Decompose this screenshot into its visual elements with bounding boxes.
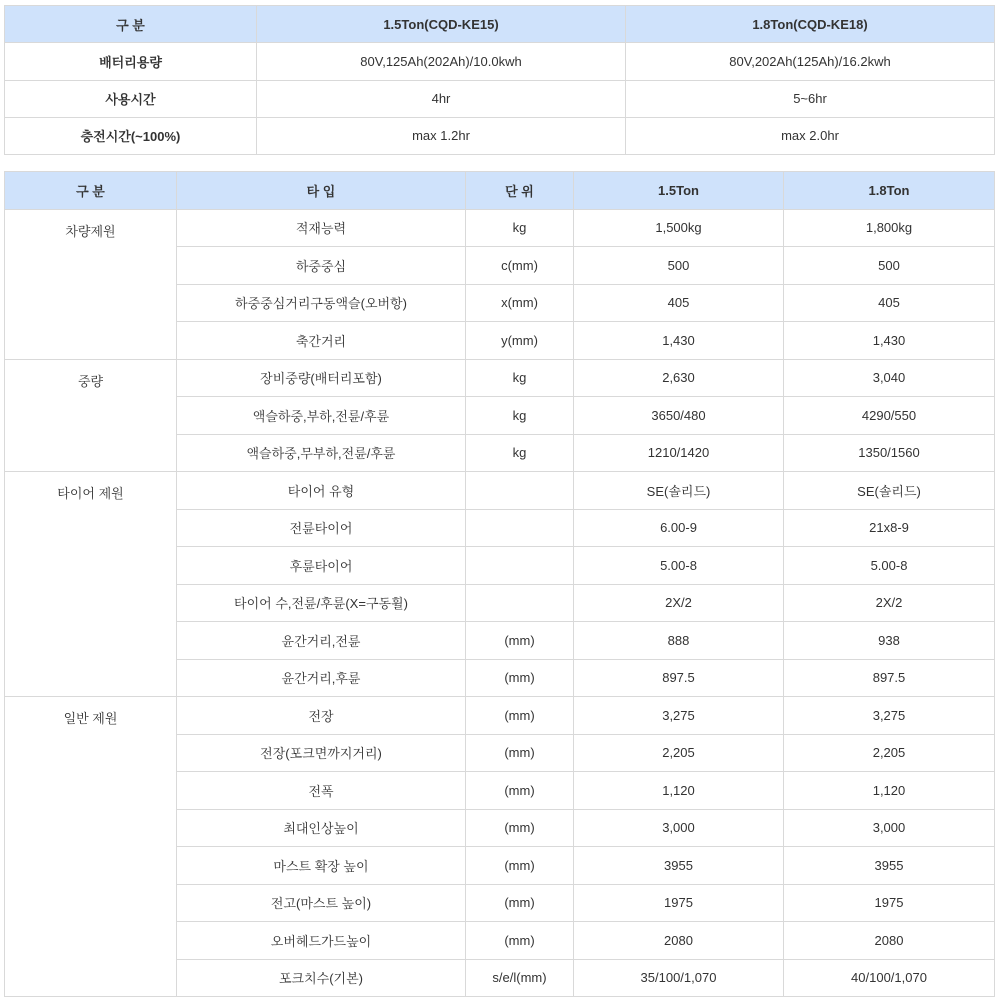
value-15ton: 888 [574, 622, 784, 660]
value-18ton: max 2.0hr [626, 117, 995, 154]
value-15ton: 2X/2 [574, 584, 784, 622]
header-model-15: 1.5Ton(CQD-KE15) [257, 6, 626, 43]
value-15ton: max 1.2hr [257, 117, 626, 154]
value-18ton: 897.5 [784, 659, 995, 697]
value-15ton: 3,000 [574, 809, 784, 847]
value-15ton: 1210/1420 [574, 434, 784, 472]
value-15ton: 2,630 [574, 359, 784, 397]
table-row [5, 472, 995, 510]
spec-type: 액슬하중,부하,전륜/후륜 [177, 397, 466, 435]
row-label: 사용시간 [5, 80, 257, 117]
group-label: 일반 제원 [5, 697, 177, 997]
spec-unit: kg [466, 434, 574, 472]
row-label: 배터리용량 [5, 43, 257, 80]
spec-type: 윤간거리,전륜 [177, 622, 466, 660]
header-model-18: 1.8Ton(CQD-KE18) [626, 6, 995, 43]
vehicle-spec-table [4, 171, 995, 997]
value-18ton: 21x8-9 [784, 509, 995, 547]
table-row [5, 117, 995, 154]
group-label: 차량제원 [5, 209, 177, 359]
value-18ton: 80V,202Ah(125Ah)/16.2kwh [626, 43, 995, 80]
spec-type: 전륜타이어 [177, 509, 466, 547]
value-18ton: 1,800kg [784, 209, 995, 247]
value-15ton: SE(솔리드) [574, 472, 784, 510]
group-label: 중량 [5, 359, 177, 472]
spec-type: 타이어 유형 [177, 472, 466, 510]
spec-type: 타이어 수,전륜/후륜(X=구동휠) [177, 584, 466, 622]
spec-unit: (mm) [466, 697, 574, 735]
battery-spec-table [4, 5, 995, 155]
spec-unit [466, 509, 574, 547]
value-15ton: 1,120 [574, 772, 784, 810]
spec-unit: kg [466, 397, 574, 435]
value-18ton: SE(솔리드) [784, 472, 995, 510]
value-18ton: 1975 [784, 884, 995, 922]
value-15ton: 5.00-8 [574, 547, 784, 585]
header-type: 타 입 [177, 172, 466, 210]
value-15ton: 1,430 [574, 322, 784, 360]
group-label: 타이어 제원 [5, 472, 177, 697]
spec-unit: (mm) [466, 772, 574, 810]
value-15ton: 1975 [574, 884, 784, 922]
spec-type: 전장(포크면까지거리) [177, 734, 466, 772]
spec-unit: y(mm) [466, 322, 574, 360]
spec-type: 액슬하중,무부하,전륜/후륜 [177, 434, 466, 472]
value-18ton: 405 [784, 284, 995, 322]
spec-unit: kg [466, 359, 574, 397]
spec-type: 적재능력 [177, 209, 466, 247]
spec-unit: kg [466, 209, 574, 247]
value-15ton: 3955 [574, 847, 784, 885]
value-18ton: 1350/1560 [784, 434, 995, 472]
value-15ton: 4hr [257, 80, 626, 117]
spec-unit: (mm) [466, 809, 574, 847]
spec-unit: (mm) [466, 622, 574, 660]
value-18ton: 3,000 [784, 809, 995, 847]
table-row [5, 43, 995, 80]
value-15ton: 80V,125Ah(202Ah)/10.0kwh [257, 43, 626, 80]
header-15ton: 1.5Ton [574, 172, 784, 210]
spec-type: 축간거리 [177, 322, 466, 360]
value-18ton: 2,205 [784, 734, 995, 772]
spec-type: 오버헤드가드높이 [177, 922, 466, 960]
value-18ton: 5~6hr [626, 80, 995, 117]
spec-unit: (mm) [466, 734, 574, 772]
value-18ton: 3,275 [784, 697, 995, 735]
value-15ton: 897.5 [574, 659, 784, 697]
value-15ton: 3,275 [574, 697, 784, 735]
spec-type: 마스트 확장 높이 [177, 847, 466, 885]
table-row [5, 209, 995, 247]
spec-unit: s/e/l(mm) [466, 959, 574, 997]
row-label: 충전시간(~100%) [5, 117, 257, 154]
value-15ton: 35/100/1,070 [574, 959, 784, 997]
spec-type: 후륜타이어 [177, 547, 466, 585]
table-row [5, 359, 995, 397]
spec-unit: (mm) [466, 847, 574, 885]
spec-type: 최대인상높이 [177, 809, 466, 847]
spec-unit: (mm) [466, 659, 574, 697]
spec-type: 전장 [177, 697, 466, 735]
spec-type: 포크치수(기본) [177, 959, 466, 997]
value-15ton: 2,205 [574, 734, 784, 772]
table-row [5, 697, 995, 735]
value-18ton: 3,040 [784, 359, 995, 397]
spec-type: 하중중심 [177, 247, 466, 285]
value-15ton: 6.00-9 [574, 509, 784, 547]
value-18ton: 500 [784, 247, 995, 285]
spec-unit [466, 472, 574, 510]
value-15ton: 1,500kg [574, 209, 784, 247]
spec-unit: (mm) [466, 922, 574, 960]
value-15ton: 500 [574, 247, 784, 285]
spec-type: 하중중심거리구동액슬(오버항) [177, 284, 466, 322]
value-18ton: 938 [784, 622, 995, 660]
table-header-row [5, 172, 995, 210]
value-18ton: 4290/550 [784, 397, 995, 435]
value-18ton: 1,430 [784, 322, 995, 360]
value-15ton: 2080 [574, 922, 784, 960]
value-18ton: 2080 [784, 922, 995, 960]
value-18ton: 3955 [784, 847, 995, 885]
spec-unit [466, 547, 574, 585]
spec-type: 전고(마스트 높이) [177, 884, 466, 922]
spec-type: 전폭 [177, 772, 466, 810]
value-18ton: 40/100/1,070 [784, 959, 995, 997]
value-15ton: 405 [574, 284, 784, 322]
spec-unit: c(mm) [466, 247, 574, 285]
spec-type: 장비중량(배터리포함) [177, 359, 466, 397]
spec-unit: (mm) [466, 884, 574, 922]
value-15ton: 3650/480 [574, 397, 784, 435]
header-category: 구 분 [5, 6, 257, 43]
table-header-row [5, 6, 995, 43]
header-18ton: 1.8Ton [784, 172, 995, 210]
spec-type: 윤간거리,후륜 [177, 659, 466, 697]
value-18ton: 2X/2 [784, 584, 995, 622]
spec-unit [466, 584, 574, 622]
header-category: 구 분 [5, 172, 177, 210]
header-unit: 단 위 [466, 172, 574, 210]
spec-unit: x(mm) [466, 284, 574, 322]
table-row [5, 80, 995, 117]
value-18ton: 5.00-8 [784, 547, 995, 585]
value-18ton: 1,120 [784, 772, 995, 810]
